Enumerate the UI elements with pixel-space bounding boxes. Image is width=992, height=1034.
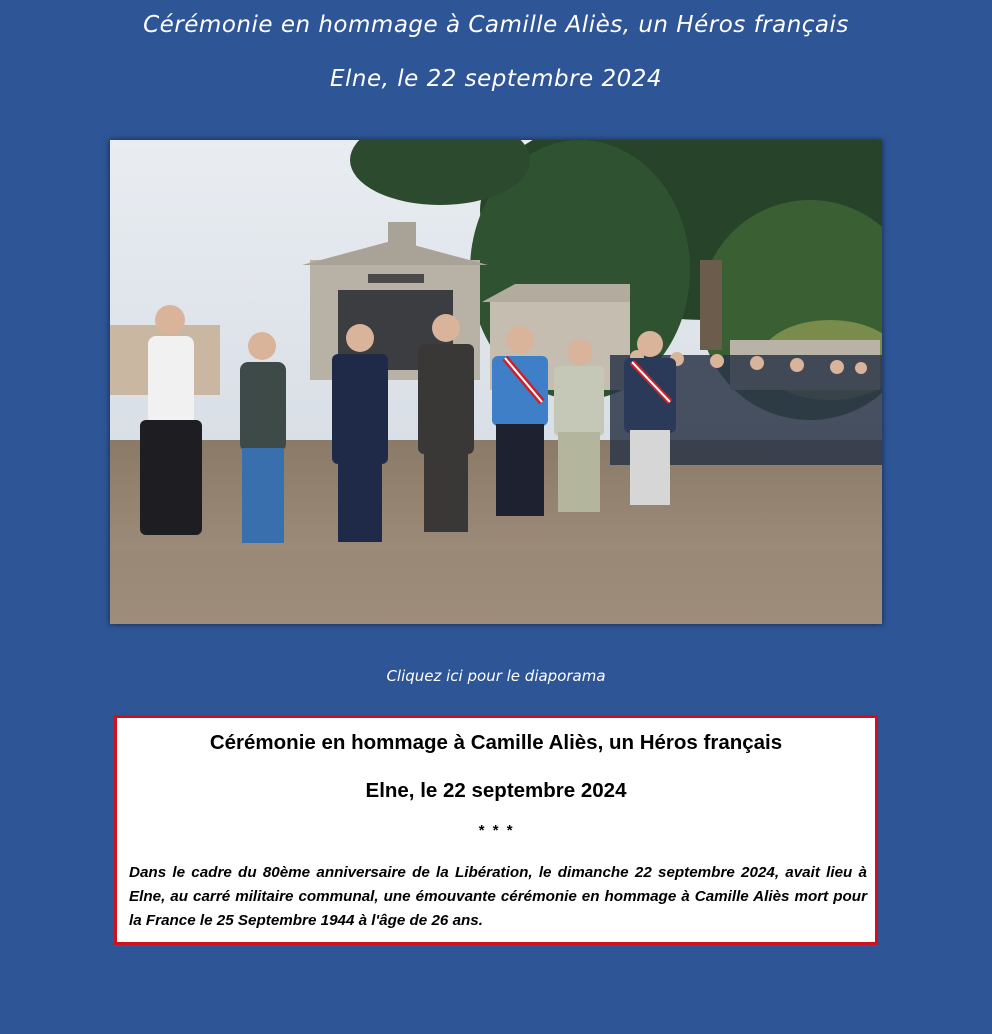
page-title: Cérémonie en hommage à Camille Aliès, un Héros français bbox=[143, 12, 849, 38]
ceremony-photo[interactable] bbox=[110, 140, 882, 624]
box-title: Cérémonie en hommage à Camille Aliès, un Héros français bbox=[209, 731, 783, 754]
info-box bbox=[114, 715, 878, 945]
box-subtitle: Elne, le 22 septembre 2024 bbox=[365, 779, 627, 802]
separator: * * * bbox=[478, 822, 514, 839]
diaporama-link[interactable]: Cliquez ici pour le diaporama bbox=[386, 667, 606, 685]
page-subtitle: Elne, le 22 septembre 2024 bbox=[329, 66, 663, 92]
description-paragraph: Dans le cadre du 80ème anniversaire de la Libération, le dimanche 22 septembre 2024, avait lieu à Elne, au carré militaire communal, une émouvante cérémonie en hommage à Camille Aliès mort pour la France le 25 Septembre 1944 à l'âge de 26 ans. bbox=[129, 864, 867, 929]
